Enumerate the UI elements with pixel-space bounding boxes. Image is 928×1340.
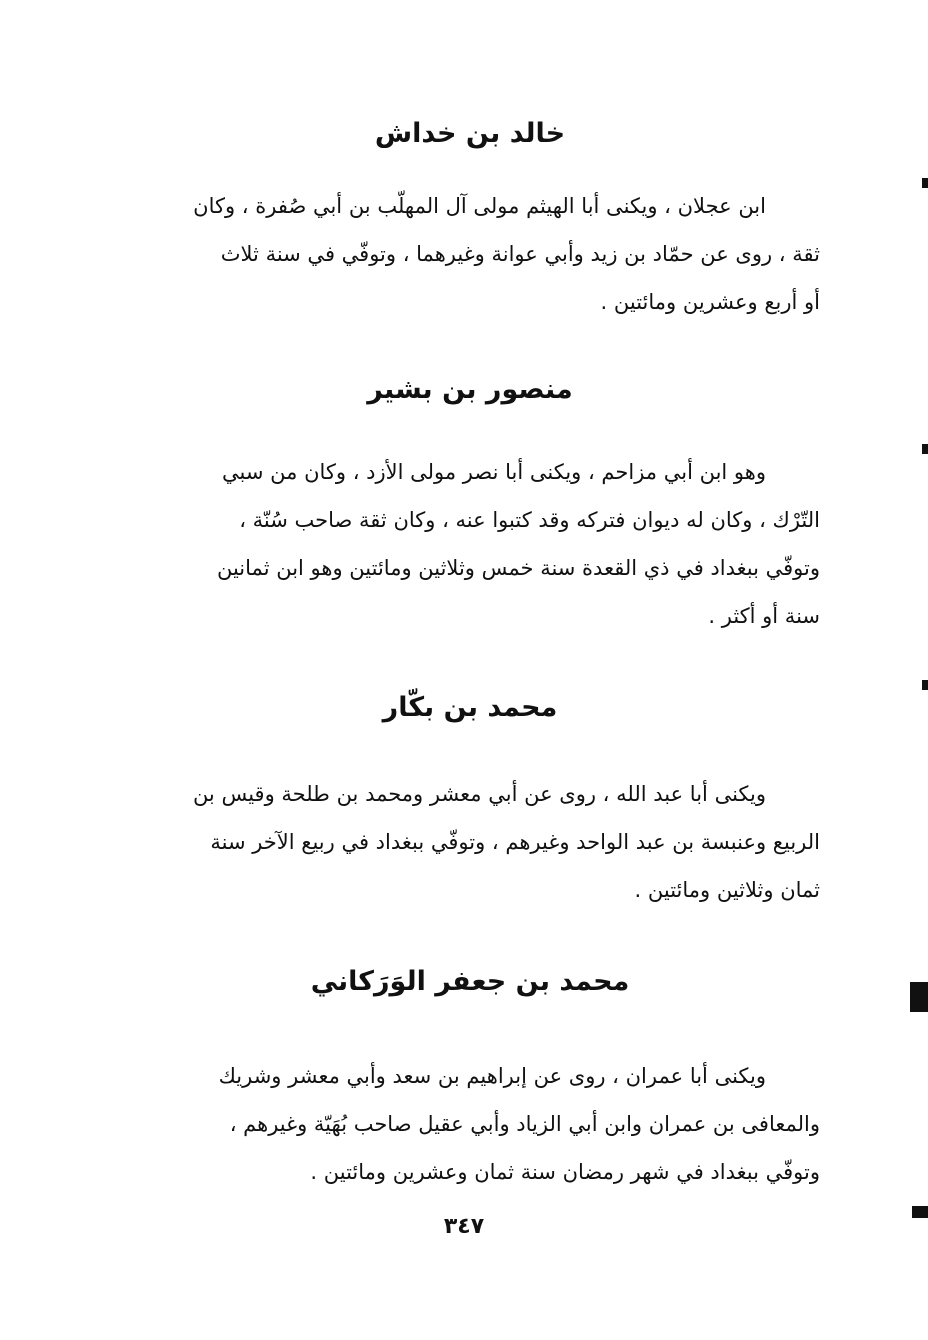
entry-heading: منصور بن بشير	[367, 374, 573, 405]
entry-heading: محمد بن جعفر الوَرَكاني	[310, 966, 630, 997]
entry-paragraph	[120, 770, 820, 914]
paragraph-line: ابن عجلان ، ويكنى أبا الهيثم مولى آل المهلّب بن أبي صُفرة ، وكان	[193, 194, 766, 218]
paragraph-line: والمعافى بن عمران وابن أبي الزياد وأبي عقيل صاحب بُهَيّة وغيرهم ،	[229, 1112, 820, 1136]
entry-heading: محمد بن بكّار	[382, 692, 558, 723]
scan-edge-mark	[922, 680, 928, 690]
entry-paragraph	[120, 182, 820, 326]
paragraph-line: سنة أو أكثر .	[708, 604, 820, 628]
paragraph-line: ويكنى أبا عمران ، روى عن إبراهيم بن سعد وأبي معشر وشريك	[218, 1064, 766, 1088]
paragraph-line: أو أربع وعشرين ومائتين .	[600, 290, 820, 314]
scan-edge-mark	[912, 1206, 928, 1218]
paragraph-line: الربيع وعنبسة بن عبد الواحد وغيرهم ، وتوفّي ببغداد في ربيع الآخر سنة	[210, 830, 820, 854]
paragraph-line: وتوفّي ببغداد في شهر رمضان سنة ثمان وعشرين ومائتين .	[310, 1160, 820, 1184]
paragraph-line: وتوفّي ببغداد في ذي القعدة سنة خمس وثلاثين ومائتين وهو ابن ثمانين	[216, 556, 820, 580]
paragraph-line: وهو ابن أبي مزاحم ، ويكنى أبا نصر مولى الأزد ، وكان من سبي	[222, 460, 766, 484]
page-number: ٣٤٧	[443, 1214, 485, 1239]
scan-edge-mark	[922, 444, 928, 454]
paragraph-line: ثقة ، روى عن حمّاد بن زيد وأبي عوانة وغيرهما ، وتوفّي في سنة ثلاث	[220, 242, 820, 266]
paragraph-line: ثمان وثلاثين ومائتين .	[634, 878, 820, 902]
entry-paragraph	[120, 1052, 820, 1196]
scan-edge-mark	[922, 178, 928, 188]
scan-edge-mark	[910, 982, 928, 1012]
paragraph-line: ويكنى أبا عبد الله ، روى عن أبي معشر ومحمد بن طلحة وقيس بن	[192, 782, 766, 806]
entry-paragraph	[120, 448, 820, 640]
paragraph-line: التّرْك ، وكان له ديوان فتركه وقد كتبوا عنه ، وكان ثقة صاحب سُنّة ،	[239, 508, 820, 532]
entry-heading: خالد بن خداش	[374, 118, 566, 149]
